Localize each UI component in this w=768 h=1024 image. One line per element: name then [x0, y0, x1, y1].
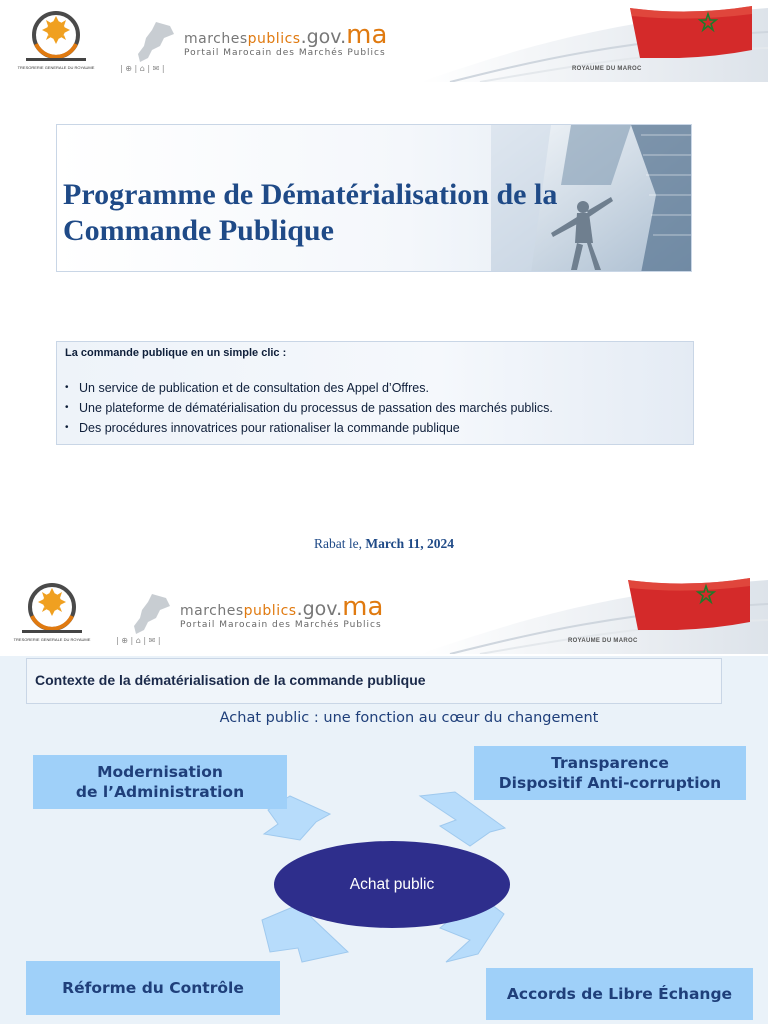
card-line: Dispositif Anti-corruption [498, 774, 722, 792]
country-label: ROYAUME DU MAROC [568, 638, 638, 644]
tgr-logo-icon [10, 580, 94, 638]
card-line: Accords de Libre Échange [506, 985, 733, 1003]
date-text: March 11, 2024 [365, 536, 454, 551]
site-brand[interactable] [130, 586, 430, 646]
site-name-part: marches [184, 31, 248, 47]
site-name-part: marches [180, 603, 244, 619]
bullet-icon: • [65, 422, 69, 433]
morocco-map-icon [134, 20, 178, 64]
diagram-subtitle: Achat public : une fonction au cœur du changement [219, 710, 599, 726]
site-brand[interactable] [134, 14, 434, 74]
morocco-map-icon [130, 592, 174, 636]
tgr-logo[interactable] [10, 580, 94, 648]
intro-box [56, 341, 694, 445]
bullet-text: Des procédures innovatrices pour rationaliser la commande publique [79, 421, 460, 435]
bullet-icon: • [65, 382, 69, 393]
site-name-part: publics [247, 31, 301, 47]
place-prefix: Rabat le, [314, 536, 362, 551]
site-name-part: ma [342, 592, 384, 622]
tgr-logo-icon [14, 8, 98, 66]
list-item [65, 398, 553, 418]
slide-title: Programme de Dématérialisation de la Commande Publique [63, 178, 558, 247]
logo-caption: TRESORERIE GENERALE DU ROYAUME [13, 637, 91, 642]
site-name-part: .gov. [300, 26, 347, 48]
intro-lead: La commande publique en un simple clic : [65, 347, 287, 359]
site-name [180, 592, 383, 622]
bullet-text: Une plateforme de dématérialisation du processus de passation des marchés publics. [79, 401, 553, 415]
center-label: Achat public [349, 875, 435, 893]
site-name-part: publics [243, 603, 297, 619]
morocco-flag-icon [628, 578, 750, 630]
center-ellipse [274, 841, 510, 928]
intro-bullets [65, 378, 553, 438]
header-band [0, 572, 768, 654]
card-modernisation [33, 755, 287, 809]
header-band [0, 0, 768, 82]
site-subtitle: Portail Marocain des Marchés Publics [180, 620, 382, 630]
context-title: Contexte de la dématérialisation de la commande publique [35, 672, 426, 688]
card-line: Transparence [551, 754, 669, 772]
bullet-text: Un service de publication et de consultation des Appel d’Offres. [79, 381, 429, 395]
header-mini-links[interactable]: | ⊕ | ⌂ | ✉ | [120, 64, 165, 73]
card-line: Réforme du Contrôle [62, 979, 244, 997]
country-label: ROYAUME DU MAROC [572, 66, 642, 72]
place-date [0, 536, 768, 552]
site-name-part: ma [346, 20, 388, 50]
card-line: Modernisation [97, 763, 223, 781]
slide-2 [0, 572, 768, 1024]
tgr-logo[interactable] [14, 8, 98, 76]
context-diagram [0, 656, 768, 1024]
card-accords-libre-echange [486, 968, 753, 1020]
card-line: de l’Administration [75, 783, 245, 801]
card-reforme-controle [26, 961, 280, 1015]
site-name [184, 20, 387, 50]
list-item [65, 378, 553, 398]
logo-caption: TRESORERIE GENERALE DU ROYAUME [17, 65, 95, 70]
list-item [65, 418, 553, 438]
site-subtitle: Portail Marocain des Marchés Publics [184, 48, 386, 58]
arrow-icon [420, 792, 505, 846]
site-name-part: .gov. [296, 598, 343, 620]
header-mini-links[interactable]: | ⊕ | ⌂ | ✉ | [116, 636, 161, 645]
card-transparence [474, 746, 746, 800]
title-banner [56, 124, 692, 272]
morocco-flag-icon [630, 6, 752, 58]
bullet-icon: • [65, 402, 69, 413]
